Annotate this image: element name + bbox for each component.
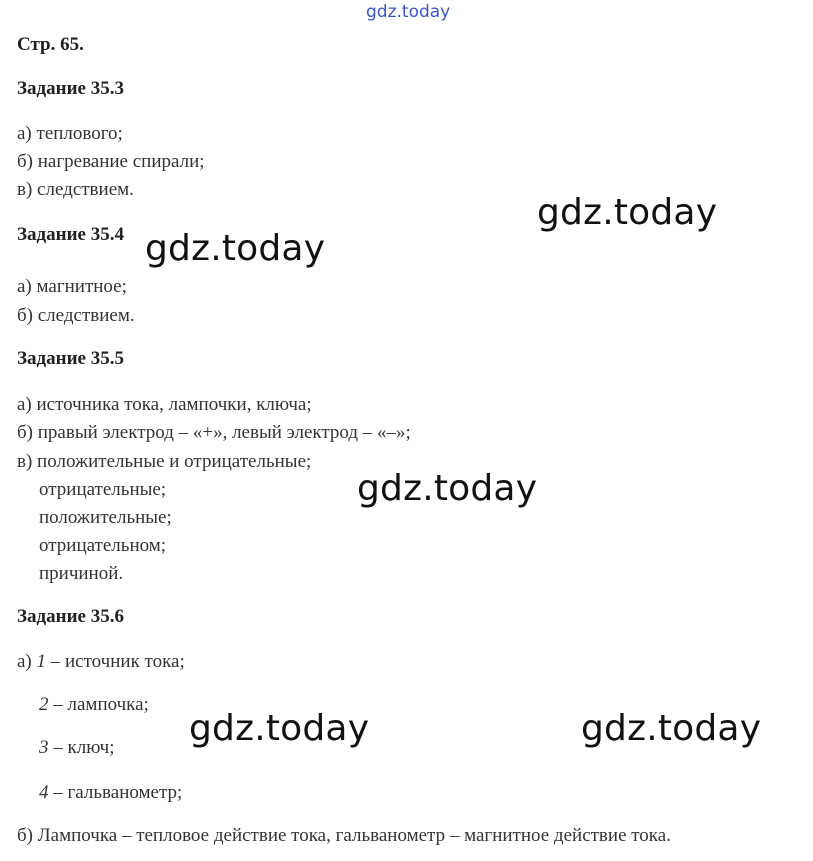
watermark-4: gdz.today — [189, 708, 370, 749]
task-35-5-title: Задание 35.5 — [17, 348, 124, 369]
page-number: Стр. 65. — [17, 34, 84, 55]
task-35-6-title: Задание 35.6 — [17, 606, 124, 627]
task-35-6-item-4 — [39, 782, 182, 804]
task-35-6-item-1 — [17, 651, 185, 673]
task-35-6-item-1-num: 1 — [36, 651, 47, 672]
task-35-6-item-2 — [39, 694, 149, 716]
task-35-6-item-4-text: – гальванометр; — [53, 782, 183, 803]
task-35-3-line-c: в) следствием. — [17, 179, 134, 200]
task-35-5-sub-line-1: отрицательные; — [39, 479, 167, 500]
task-35-3-line-a: а) теплового; — [17, 123, 123, 144]
task-35-3-line-b: б) нагревание спирали; — [17, 151, 205, 172]
task-35-6-item-2-num: 2 — [39, 694, 49, 715]
task-35-5-line-c: в) положительные и отрицательные; — [17, 451, 312, 472]
task-35-5-line-b: б) правый электрод – «+», левый электрод – «–»; — [17, 422, 411, 443]
task-35-4-line-b: б) следствием. — [17, 305, 135, 326]
task-35-5-line-a: а) источника тока, лампочки, ключа; — [17, 394, 312, 415]
task-35-3-title: Задание 35.3 — [17, 78, 124, 99]
task-35-5-sub-line-3: отрицательном; — [39, 535, 167, 556]
task-35-5-sub-line-4: причиной. — [39, 563, 124, 584]
task-35-4-line-a: а) магнитное; — [17, 276, 127, 297]
task-35-6-item-3-num: 3 — [39, 737, 49, 758]
task-35-6-item-3-text: – ключ; — [53, 737, 115, 758]
task-35-6-prefix-a: а) — [17, 651, 32, 672]
task-35-6-line-b: б) Лампочка – тепловое действие тока, гальванометр – магнитное действие тока. — [17, 825, 671, 846]
watermark-3: gdz.today — [357, 468, 538, 509]
watermark-5: gdz.today — [581, 708, 762, 749]
task-35-6-item-3 — [39, 737, 115, 759]
task-35-4-title: Задание 35.4 — [17, 224, 124, 245]
header-watermark: gdz.today — [366, 2, 451, 22]
watermark-2: gdz.today — [145, 228, 326, 269]
task-35-6-item-2-text: – лампочка; — [53, 694, 149, 715]
task-35-6-item-4-num: 4 — [39, 782, 49, 803]
task-35-6-item-1-text: – источник тока; — [50, 651, 185, 672]
task-35-5-sub-line-2: положительные; — [39, 507, 172, 528]
watermark-1: gdz.today — [537, 192, 718, 233]
